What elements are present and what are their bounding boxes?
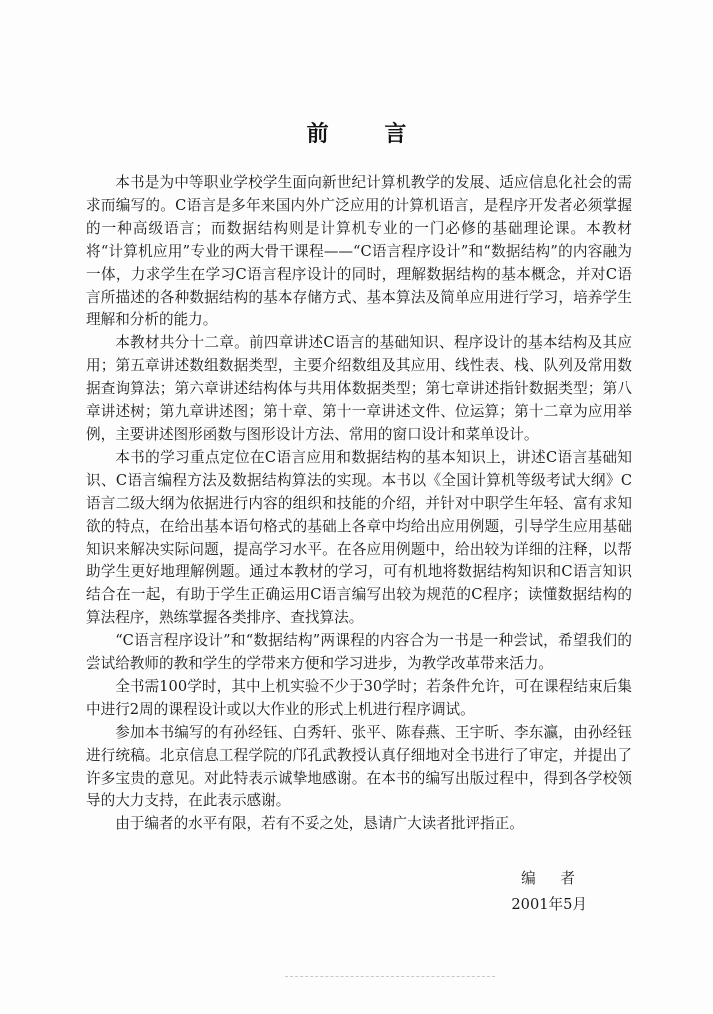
- paragraph-attempt: “C语言程序设计”和“数据结构”两课程的内容合为一书是一种尝试，希望我们的尝试给教师的教和学生的学带来方便和学习进步，为教学改革带来活力。: [86, 632, 632, 673]
- paragraph-closing: 由于编者的水平有限，若有不妥之处，恳请广大读者批评指正。: [115, 815, 524, 833]
- paragraph-focus: 本书的学习重点定位在C语言应用和数据结构的基本知识上，讲述C语言基础知识、C语言编程方法及数据结构算法的实现。本书以《全国计算机等级考试大纲》C语言二级大纲为依据进行内容的组织和技能的介绍，并针对中职学生年轻、富有求知欲的特点，在给出基本语句格式的基础上各章中均给出应用例题，引导学生应用基础知识来解决实际问题，提高学习水平。在各应用例题中，给出较为详细的注释，以帮助学生更好地理解例题。通过本教材的学习，可有机地将数据结构知识和C语言知识结合在一起，有助于学生正确运用C语言编写出较为规范的C程序；读懂数据结构的算法程序，熟练掌握各类排序、查找算法。: [86, 448, 632, 627]
- paragraph-chapters: 本教材共分十二章。前四章讲述C语言的基础知识、程序设计的基本结构及其应用；第五章讲述数组数据类型，主要介绍数组及其应用、线性表、栈、队列及常用数据查询算法；第六章讲述结构体与共用体数据类型；第七章讲述指针数据类型；第八章讲述树；第九章讲述图；第十章、第十一章讲述文件、位运算；第十二章为应用举例，主要讲述图形函数与图形设计方法、常用的窗口设计和菜单设计。: [86, 334, 632, 443]
- signature-date: 2001年5月: [511, 896, 587, 913]
- scan-artifact-line: [285, 976, 495, 979]
- paragraph-hours: 全书需100学时，其中上机实验不少于30学时；若条件允许，可在课程结束后集中进行2周的课程设计或以大作业的形式上机进行程序调试。: [86, 677, 632, 718]
- signature-author: 编 者: [521, 870, 585, 887]
- preface-body: [86, 172, 632, 836]
- page-title: 前 言: [306, 121, 431, 147]
- paragraph-acknowledgements: 参加本书编写的有孙经钰、白秀轩、张平、陈春燕、王宇昕、李东瀛，由孙经钰进行统稿。北京信息工程学院的邝孔武教授认真仔细地对全书进行了审定，并提出了许多宝贵的意见。对此特表示诚挚地感谢。在本书的编写出版过程中，得到各学校领导的大力支持，在此表示感谢。: [86, 723, 632, 810]
- paragraph-purpose: 本书是为中等职业学校学生面向新世纪计算机教学的发展、适应信息化社会的需求而编写的。C语言是多年来国内外广泛应用的计算机语言，是程序开发者必须掌握的一种高级语言；而数据结构则是计算机专业的一门必修的基础理论课。本教材将“计算机应用”专业的两大骨干课程——“C语言程序设计”和“数据结构”的内容融为一体，力求学生在学习C语言程序设计的同时，理解数据结构的基本概念，并对C语言所描述的各种数据结构的基本存储方式、基本算法及简单应用进行学习，培养学生理解和分析的能力。: [86, 174, 632, 329]
